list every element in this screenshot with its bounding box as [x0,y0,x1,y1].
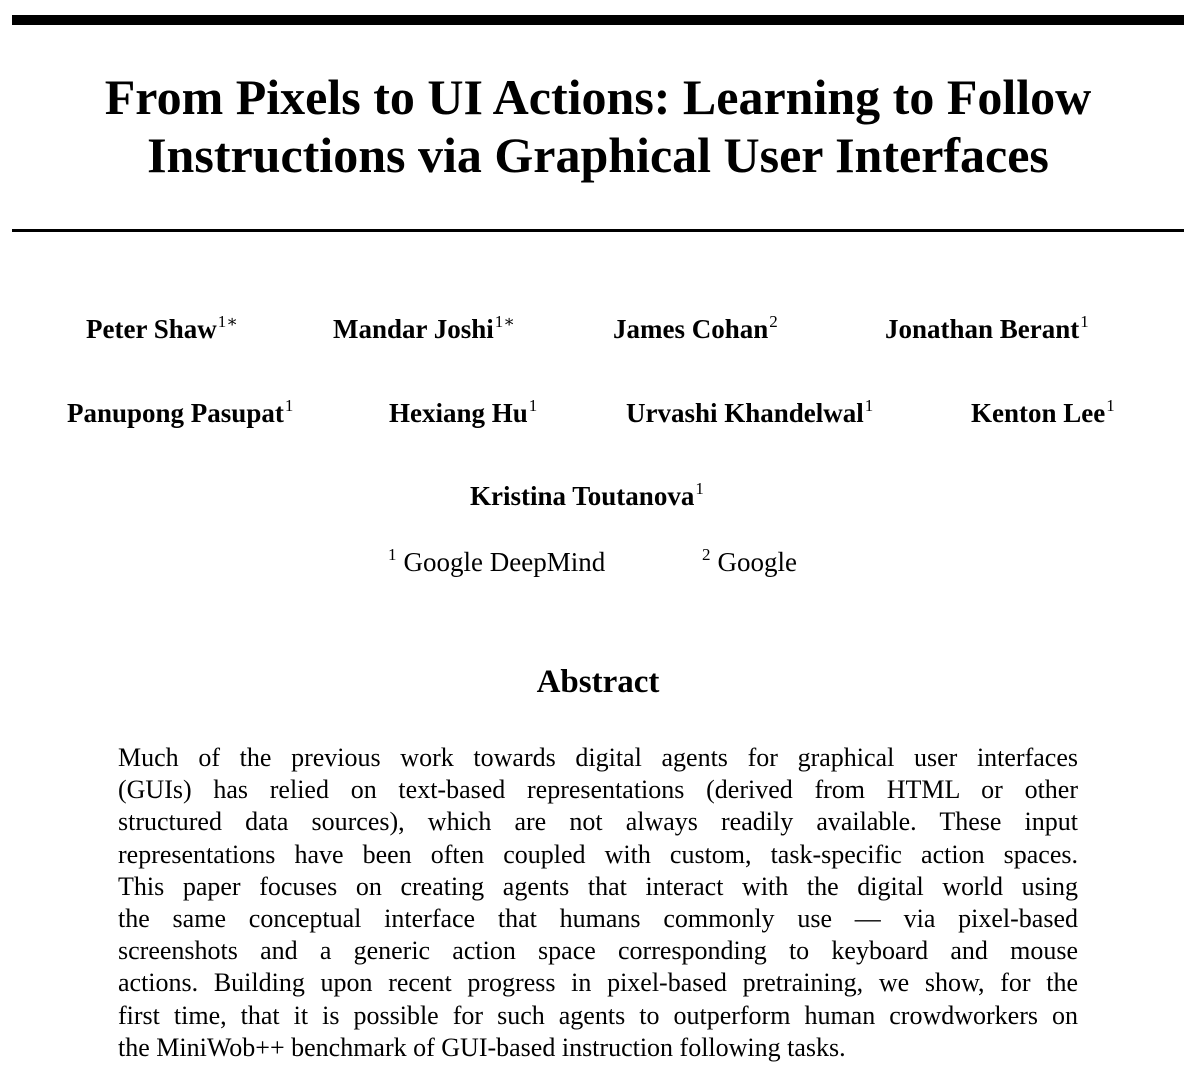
abstract-line: (GUIs) has relied on text-based representations (derived from HTML or other [118,775,1078,805]
author-affil-mark: 1 [695,479,704,498]
author-name: Kenton Lee [971,398,1106,428]
author-affil-mark: 1 [284,396,294,415]
author-hexiang-hu [389,397,537,433]
affiliation-google [702,546,797,582]
author-affil-mark: 1 [1080,312,1089,331]
affiliation-google-deepmind [388,546,605,582]
author-panupong-pasupat [67,397,293,433]
abstract-line: actions. Building upon recent progress in pixel-based pretraining, we show, for the [118,968,1078,998]
affiliation-name: Google DeepMind [403,547,606,577]
author-mandar-joshi [333,313,515,349]
author-affil-mark: 1∗ [494,312,515,331]
affiliation-mark: 1 [388,545,397,564]
abstract-heading: Abstract [536,664,660,700]
author-affil-mark: 1 [1106,396,1115,415]
abstract-line: This paper focuses on creating agents that interact with the digital world using [118,871,1078,901]
author-affil-mark: 1 [528,396,538,415]
abstract-line: the MiniWob++ benchmark of GUI-based instruction following tasks. [118,1032,846,1062]
author-name: Hexiang Hu [389,398,528,428]
author-name: Peter Shaw [86,314,217,344]
abstract-line: representations have been often coupled with custom, task-specific action spaces. [118,839,1078,869]
title-rule-bottom [12,229,1184,232]
author-james-cohan [613,313,778,349]
abstract-line: structured data sources), which are not always readily available. These input [118,807,1078,837]
author-name: Urvashi Khandelwal [626,398,864,428]
author-name: Mandar Joshi [333,314,494,344]
abstract-line: screenshots and a generic action space corresponding to keyboard and mouse [118,936,1078,966]
title-line-1: From Pixels to UI Actions: Learning to Follow [104,69,1092,125]
affiliation-mark: 2 [702,545,711,564]
author-jonathan-berant [885,313,1089,349]
abstract-line: Much of the previous work towards digital agents for graphical user interfaces [118,743,1078,772]
abstract-line: the same conceptual interface that humans commonly use — via pixel-based [118,903,1078,933]
author-kenton-lee [971,397,1115,433]
author-name: James Cohan [613,314,769,344]
abstract-line: first time, that it is possible for such agents to outperform human crowdworkers on [118,1000,1078,1030]
author-kristina-toutanova [470,480,704,516]
author-name: Kristina Toutanova [470,481,695,511]
author-affil-mark: 1∗ [217,312,238,331]
author-affil-mark: 2 [769,312,778,331]
abstract-body [118,742,1078,1064]
title-rule-top [12,15,1184,25]
title-line-2: Instructions via Graphical User Interfaces [147,127,1049,183]
author-peter-shaw [86,313,238,349]
author-affil-mark: 1 [864,396,874,415]
author-name: Jonathan Berant [885,314,1080,344]
author-urvashi-khandelwal [626,397,873,433]
affiliation-name: Google [717,547,797,577]
author-name: Panupong Pasupat [67,398,284,428]
paper-title [12,68,1184,184]
